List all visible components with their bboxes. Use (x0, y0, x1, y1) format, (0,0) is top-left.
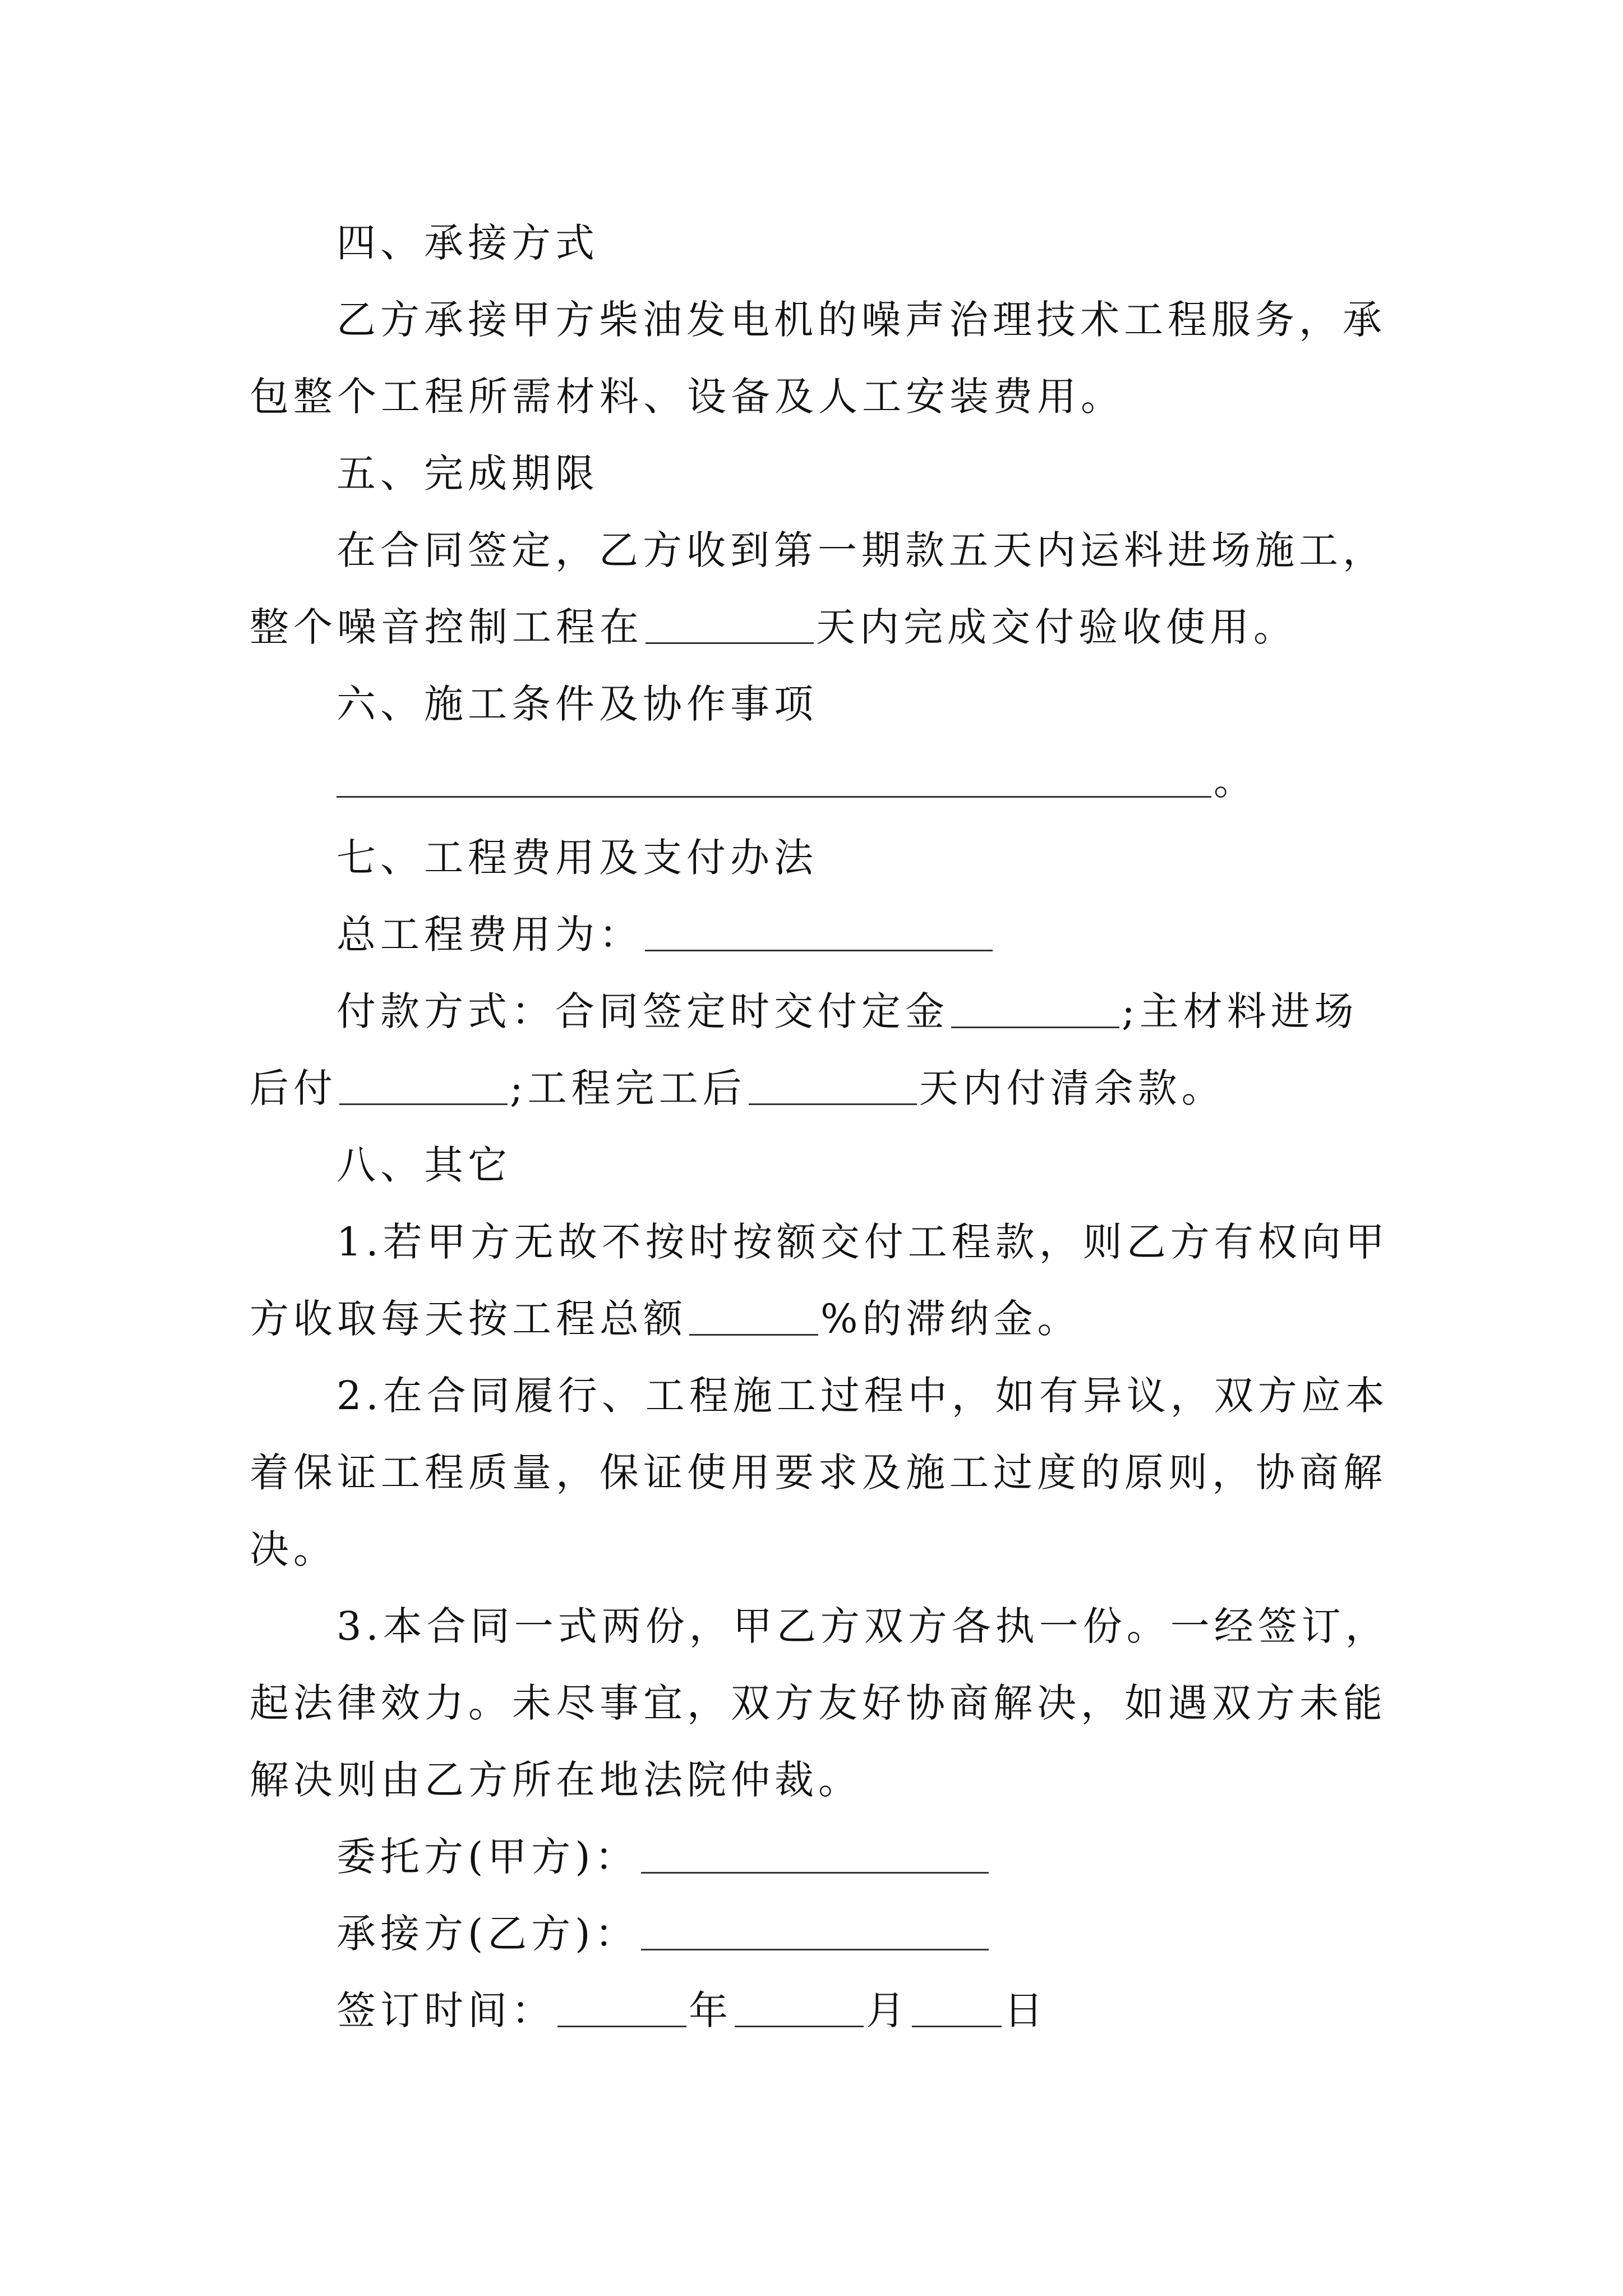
party-b-signature (336, 1906, 1382, 1962)
clause-1-text-a: 方收取每天按工程总额 (250, 1296, 687, 1342)
year-label: 年 (689, 1987, 732, 2033)
year-blank[interactable] (557, 1987, 686, 2027)
conditions-blank[interactable] (336, 758, 1211, 798)
party-b-blank[interactable] (641, 1911, 989, 1950)
clause-3-line-1: 3.本合同一式两份，甲乙方双方各执一份。一经签订， (336, 1603, 1389, 1649)
total-cost-label: 总工程费用为： (336, 912, 643, 958)
section-7-payment-line-1 (336, 983, 1382, 1039)
clause-1-line-2 (250, 1291, 1382, 1347)
section-4-line-2: 包整个工程所需材料、设备及人工安装费用。 (250, 374, 1124, 420)
section-5-line-2 (250, 599, 1382, 655)
section-7-total (336, 907, 1382, 963)
section-8-title: 八、其它 (336, 1142, 511, 1188)
section-4-title: 四、承接方式 (336, 220, 599, 266)
section-5-title: 五、完成期限 (336, 450, 599, 496)
party-a-blank[interactable] (641, 1834, 989, 1874)
material-payment-blank[interactable] (339, 1065, 508, 1105)
date-label: 签订时间： (336, 1987, 555, 2033)
section-7-title: 七、工程费用及支付办法 (336, 835, 818, 881)
section-6-title: 六、施工条件及协作事项 (336, 681, 818, 727)
clause-3-line-2: 起法律效力。未尽事宜，双方友好协商解决，如遇双方未能 (250, 1680, 1387, 1726)
clause-2-line-3: 决。 (250, 1526, 337, 1572)
clause-2-line-2: 着保证工程质量，保证使用要求及施工过度的原则，协商解 (250, 1450, 1387, 1496)
day-label: 日 (1004, 1987, 1048, 2033)
day-blank[interactable] (912, 1987, 1002, 2027)
clause-2-line-1: 2.在合同履行、工程施工过程中，如有异议，双方应本 (336, 1373, 1389, 1419)
section-7-payment-line-2 (250, 1060, 1382, 1116)
party-a-signature (336, 1829, 1382, 1885)
late-fee-percent-blank[interactable] (689, 1296, 818, 1336)
section-5-line-2-text-b: 天内完成交付验收使用。 (816, 604, 1297, 650)
party-a-label: 委托方(甲方)： (336, 1834, 639, 1880)
section-5-line-1: 在合同签定，乙方收到第一期款五天内运料进场施工， (336, 527, 1386, 573)
payment-text-b: ;主材料进场 (1122, 988, 1358, 1034)
deposit-blank[interactable] (951, 988, 1119, 1028)
party-b-label: 承接方(乙方)： (336, 1911, 639, 1957)
clause-3-line-3: 解决则由乙方所在地法院仲裁。 (250, 1757, 862, 1803)
month-label: 月 (866, 1987, 910, 2033)
payment2-text-b: ;工程完工后 (510, 1065, 746, 1111)
section-5-line-2-text-a: 整个噪音控制工程在 (250, 604, 643, 650)
total-cost-blank[interactable] (645, 912, 993, 951)
days-blank[interactable] (645, 604, 814, 644)
completion-days-blank[interactable] (749, 1065, 917, 1105)
clause-1-line-1: 1.若甲方无故不按时按额交付工程款，则乙方有权向甲 (336, 1219, 1389, 1265)
payment2-text-c: 天内付清余款。 (919, 1065, 1225, 1111)
section-6-end: 。 (1214, 758, 1257, 804)
payment-text-a: 付款方式：合同签定时交付定金 (336, 988, 949, 1034)
section-4-line-1: 乙方承接甲方柴油发电机的噪声治理技术工程服务，承 (336, 297, 1386, 343)
signing-date (336, 1982, 1382, 2039)
payment2-text-a: 后付 (250, 1065, 337, 1111)
section-6-line (336, 753, 1382, 809)
month-blank[interactable] (735, 1987, 864, 2027)
clause-1-text-b: %的滞纳金。 (820, 1296, 1081, 1342)
